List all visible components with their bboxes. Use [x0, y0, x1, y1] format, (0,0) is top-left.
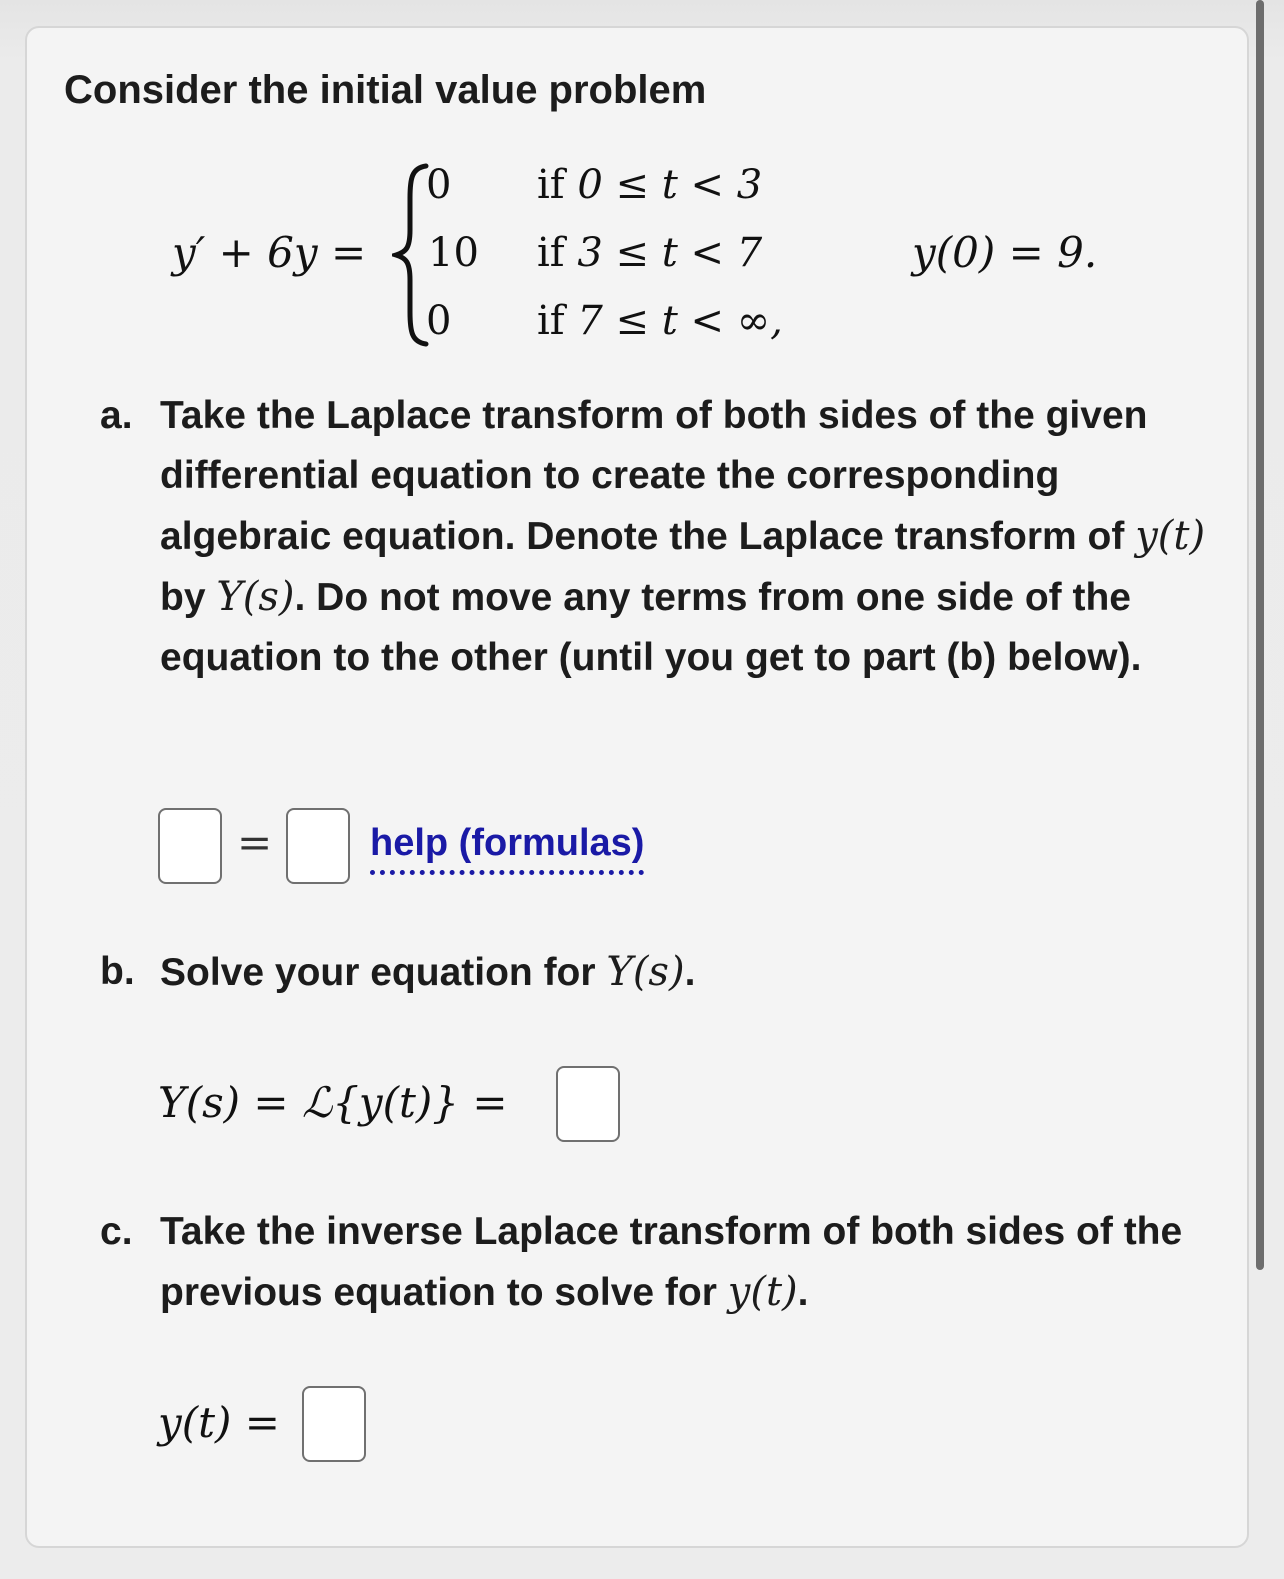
- part-b-math-Ys: Y(s): [606, 949, 685, 995]
- case-value-1: 0: [426, 162, 452, 208]
- case-condition-3: [537, 298, 783, 344]
- case-if-1: if: [537, 162, 565, 208]
- part-a-answer-left[interactable]: [158, 808, 222, 884]
- part-a-text: [160, 386, 1220, 688]
- part-a-text-by: by: [160, 576, 206, 619]
- part-b-answer[interactable]: [556, 1066, 620, 1142]
- initial-condition: y(0) = 9.: [912, 228, 1098, 277]
- scrollbar[interactable]: [1256, 0, 1264, 1270]
- help-formulas-link[interactable]: help (formulas): [370, 820, 644, 875]
- case-value-2: 10: [428, 230, 479, 276]
- problem-intro: Consider the initial value problem: [64, 68, 707, 112]
- part-b-answer-label: Y(s) = ℒ{y(t)} =: [158, 1078, 508, 1127]
- part-a-text-2: . Do not move any terms from one side of the equation to the other (until you get to part (b) below).: [160, 576, 1142, 679]
- part-b-letter: b.: [100, 950, 135, 993]
- part-b-text-1: Solve your equation for: [160, 951, 596, 994]
- part-c-text-1: Take the inverse Laplace transform of both sides of the previous equation to solve for: [160, 1210, 1183, 1314]
- case-range-2: 3 ≤ t < 7: [577, 230, 763, 276]
- equation-lhs: y′ + 6y =: [172, 228, 367, 277]
- part-b: [100, 942, 1220, 1003]
- part-c: [100, 1202, 1220, 1323]
- part-a-math-yt: y(t): [1135, 513, 1206, 559]
- case-range-1: 0 ≤ t < 3: [577, 162, 763, 208]
- part-a-answer-right[interactable]: [286, 808, 350, 884]
- part-c-letter: c.: [100, 1210, 133, 1253]
- case-range-3: 7 ≤ t < ∞,: [577, 298, 783, 344]
- part-a-math-Ys: Y(s): [216, 574, 295, 620]
- part-c-answer[interactable]: [302, 1386, 366, 1462]
- case-condition-1: [537, 162, 762, 208]
- case-if-3: if: [537, 298, 565, 344]
- part-b-text-end: .: [684, 951, 696, 994]
- part-b-text: [160, 942, 1220, 1003]
- part-c-text-end: .: [797, 1271, 809, 1314]
- part-c-text: [160, 1202, 1220, 1323]
- part-c-answer-label: y(t) =: [158, 1398, 280, 1447]
- case-condition-2: [537, 230, 762, 276]
- case-if-2: if: [537, 230, 565, 276]
- part-c-math-yt: y(t): [727, 1269, 798, 1315]
- case-value-3: 0: [426, 298, 452, 344]
- part-a-letter: a.: [100, 394, 133, 437]
- part-a: [100, 386, 1220, 688]
- part-a-equals: =: [237, 818, 273, 867]
- part-a-text-1: Take the Laplace transform of both sides of the given differential equation to create the corresponding algebraic equation. Denote the Laplace transform of: [160, 394, 1148, 558]
